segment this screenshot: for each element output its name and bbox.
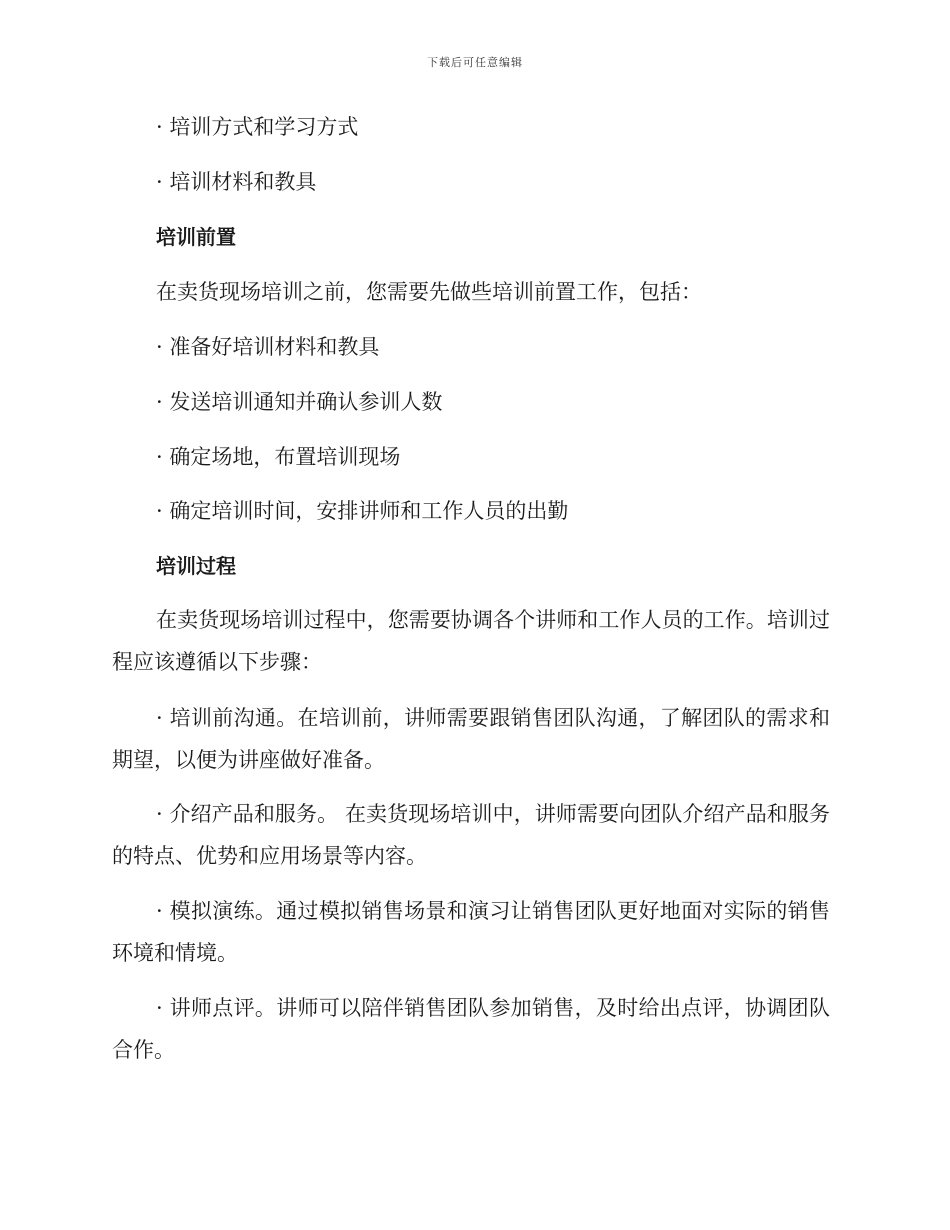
prep-item-schedule: · 确定培训时间，安排讲师和工作人员的出勤 [156, 499, 569, 523]
section-heading-pre-training: 培训前置 [156, 225, 236, 249]
prep-item-venue: · 确定场地，布置培训现场 [156, 445, 401, 469]
section-heading-training-process: 培训过程 [156, 554, 236, 578]
intro-paragraph-pre-training: 在卖货现场培训之前，您需要先做些培训前置工作，包括： [156, 280, 702, 304]
page-header: 下载后可任意编辑 [427, 56, 523, 69]
bullet-training-materials: · 培训材料和教具 [156, 170, 317, 194]
step-simulation-practice: · 模拟演练。通过模拟销售场景和演习让销售团队更好地面对实际的销售环境和情境。 [112, 899, 830, 965]
prep-item-materials: · 准备好培训材料和教具 [156, 335, 380, 359]
intro-paragraph-training-process: 在卖货现场培训过程中，您需要协调各个讲师和工作人员的工作。培训过程应该遵循以下步骤： [112, 608, 830, 674]
bullet-training-method: · 培训方式和学习方式 [156, 115, 359, 139]
step-pre-communication: · 培训前沟通。在培训前，讲师需要跟销售团队沟通，了解团队的需求和期望，以便为讲座做好准备。 [112, 706, 830, 772]
prep-item-notice: · 发送培训通知并确认参训人数 [156, 390, 443, 414]
step-product-introduction: · 介绍产品和服务。 在卖货现场培训中，讲师需要向团队介绍产品和服务的特点、优势和应用场景等内容。 [112, 802, 830, 868]
step-instructor-review: · 讲师点评。讲师可以陪伴销售团队参加销售，及时给出点评，协调团队合作。 [112, 996, 830, 1062]
